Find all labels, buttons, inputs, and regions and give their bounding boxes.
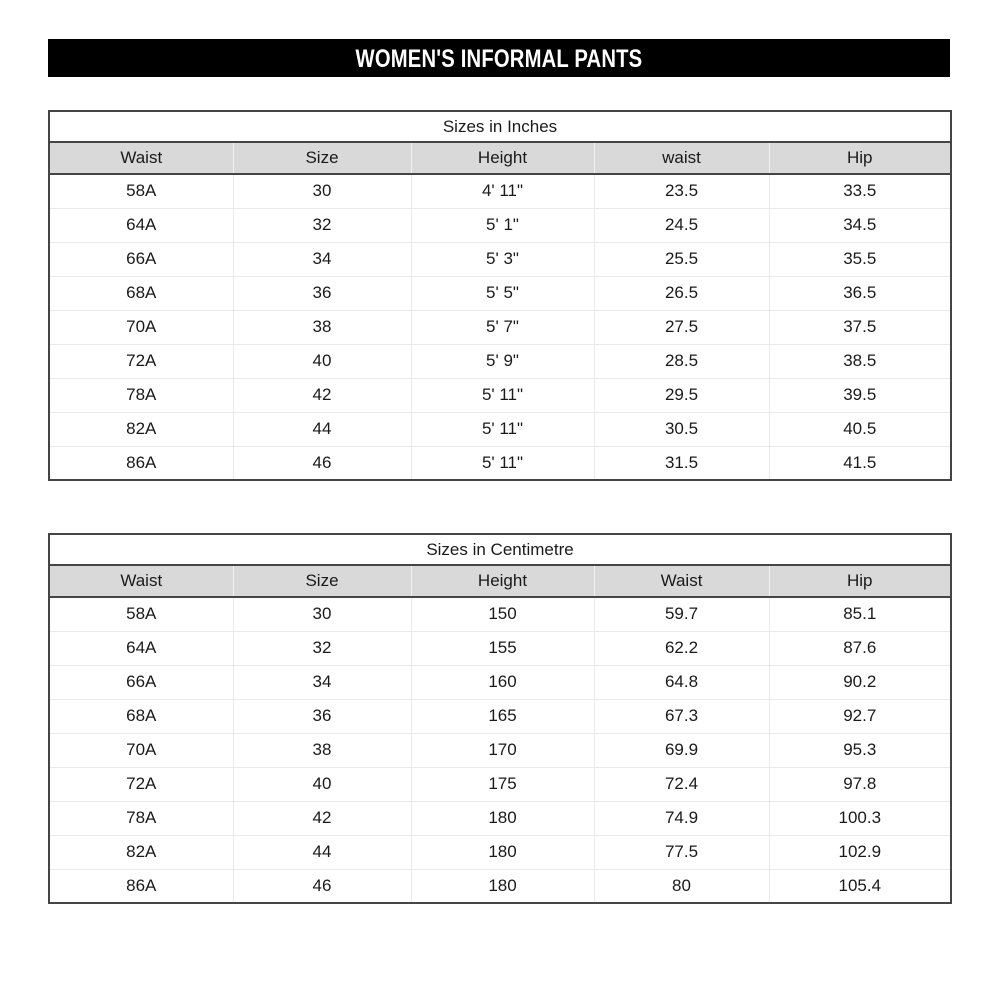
table-cell: 66A: [49, 665, 233, 699]
table-cell: 180: [411, 869, 594, 903]
table-cell: 64A: [49, 631, 233, 665]
table-cell: 86A: [49, 869, 233, 903]
table-row: [49, 869, 951, 903]
table-cell: 26.5: [594, 276, 769, 310]
table-title-row: [49, 111, 951, 142]
table-cell: 64A: [49, 208, 233, 242]
table-cell: 82A: [49, 412, 233, 446]
table-cell: 100.3: [769, 801, 951, 835]
table-cell: 68A: [49, 276, 233, 310]
column-header: Height: [411, 142, 594, 174]
table-cell: 39.5: [769, 378, 951, 412]
table-cell: 36.5: [769, 276, 951, 310]
table-cell: 180: [411, 801, 594, 835]
table-cell: 90.2: [769, 665, 951, 699]
table-cell: 25.5: [594, 242, 769, 276]
column-header: Waist: [49, 565, 233, 597]
table-cell: 30.5: [594, 412, 769, 446]
table-title-row: [49, 534, 951, 565]
table-cell: 70A: [49, 733, 233, 767]
page-title: WOMEN'S INFORMAL PANTS: [355, 43, 643, 72]
table-cell: 85.1: [769, 597, 951, 631]
sizes-in-centimetre-table: [48, 533, 952, 904]
table-cell: 38: [233, 733, 411, 767]
table-cell: 82A: [49, 835, 233, 869]
table-cell: 36: [233, 276, 411, 310]
table-cell: 92.7: [769, 699, 951, 733]
table-cell: 5' 5": [411, 276, 594, 310]
column-header: Hip: [769, 142, 951, 174]
table-cell: 44: [233, 412, 411, 446]
table-cell: 64.8: [594, 665, 769, 699]
table-cell: 80: [594, 869, 769, 903]
table-cell: 5' 7": [411, 310, 594, 344]
table-cell: 46: [233, 446, 411, 480]
table-cell: 5' 9": [411, 344, 594, 378]
table-cell: 74.9: [594, 801, 769, 835]
table-cell: 40: [233, 767, 411, 801]
table-cell: 28.5: [594, 344, 769, 378]
table-cell: 5' 11": [411, 378, 594, 412]
table-row: [49, 412, 951, 446]
table-row: [49, 597, 951, 631]
table-row: [49, 378, 951, 412]
table-cell: 31.5: [594, 446, 769, 480]
table-cell: 77.5: [594, 835, 769, 869]
table-row: [49, 631, 951, 665]
table-cell: 69.9: [594, 733, 769, 767]
column-header: Waist: [594, 565, 769, 597]
table-cell: 165: [411, 699, 594, 733]
table-cell: 160: [411, 665, 594, 699]
table-cell: 40.5: [769, 412, 951, 446]
table-cell: 35.5: [769, 242, 951, 276]
title-banner: [48, 39, 950, 77]
table-cell: 38: [233, 310, 411, 344]
table-row: [49, 310, 951, 344]
table-header-row: [49, 565, 951, 597]
table-cell: 5' 3": [411, 242, 594, 276]
table-cell: 24.5: [594, 208, 769, 242]
table-row: [49, 801, 951, 835]
table-cell: 4' 11": [411, 174, 594, 208]
column-header: Size: [233, 565, 411, 597]
sizes-in-centimetre-section: [48, 533, 952, 904]
table-cell: 40: [233, 344, 411, 378]
column-header: waist: [594, 142, 769, 174]
table-row: [49, 665, 951, 699]
table-cell: 5' 11": [411, 412, 594, 446]
table-cell: 68A: [49, 699, 233, 733]
sizes-in-inches-table: [48, 110, 952, 481]
table-cell: 33.5: [769, 174, 951, 208]
table-row: [49, 733, 951, 767]
table-title: Sizes in Centimetre: [49, 534, 951, 565]
table-cell: 97.8: [769, 767, 951, 801]
table-row: [49, 344, 951, 378]
table-cell: 87.6: [769, 631, 951, 665]
table-cell: 38.5: [769, 344, 951, 378]
table-cell: 180: [411, 835, 594, 869]
table-cell: 41.5: [769, 446, 951, 480]
table-cell: 32: [233, 208, 411, 242]
table-cell: 78A: [49, 378, 233, 412]
table-row: [49, 699, 951, 733]
table-cell: 34: [233, 665, 411, 699]
table-cell: 37.5: [769, 310, 951, 344]
table-cell: 44: [233, 835, 411, 869]
table-cell: 46: [233, 869, 411, 903]
table-title: Sizes in Inches: [49, 111, 951, 142]
table-cell: 36: [233, 699, 411, 733]
table-cell: 102.9: [769, 835, 951, 869]
table-cell: 72A: [49, 344, 233, 378]
table-cell: 5' 1": [411, 208, 594, 242]
table-row: [49, 208, 951, 242]
table-cell: 175: [411, 767, 594, 801]
table-cell: 29.5: [594, 378, 769, 412]
table-cell: 155: [411, 631, 594, 665]
table-cell: 30: [233, 597, 411, 631]
column-header: Size: [233, 142, 411, 174]
table-cell: 59.7: [594, 597, 769, 631]
table-cell: 78A: [49, 801, 233, 835]
table-cell: 72.4: [594, 767, 769, 801]
column-header: Height: [411, 565, 594, 597]
table-cell: 34.5: [769, 208, 951, 242]
table-cell: 30: [233, 174, 411, 208]
table-row: [49, 446, 951, 480]
table-row: [49, 242, 951, 276]
table-row: [49, 767, 951, 801]
table-cell: 5' 11": [411, 446, 594, 480]
table-cell: 150: [411, 597, 594, 631]
table-cell: 23.5: [594, 174, 769, 208]
table-cell: 170: [411, 733, 594, 767]
table-row: [49, 835, 951, 869]
table-row: [49, 276, 951, 310]
table-cell: 27.5: [594, 310, 769, 344]
sizes-in-inches-section: [48, 110, 952, 481]
column-header: Hip: [769, 565, 951, 597]
table-cell: 70A: [49, 310, 233, 344]
table-cell: 66A: [49, 242, 233, 276]
table-cell: 42: [233, 378, 411, 412]
table-cell: 58A: [49, 597, 233, 631]
table-row: [49, 174, 951, 208]
table-cell: 42: [233, 801, 411, 835]
table-cell: 58A: [49, 174, 233, 208]
column-header: Waist: [49, 142, 233, 174]
table-cell: 67.3: [594, 699, 769, 733]
table-cell: 105.4: [769, 869, 951, 903]
table-cell: 72A: [49, 767, 233, 801]
table-cell: 34: [233, 242, 411, 276]
table-cell: 62.2: [594, 631, 769, 665]
table-cell: 95.3: [769, 733, 951, 767]
table-cell: 32: [233, 631, 411, 665]
table-cell: 86A: [49, 446, 233, 480]
table-header-row: [49, 142, 951, 174]
